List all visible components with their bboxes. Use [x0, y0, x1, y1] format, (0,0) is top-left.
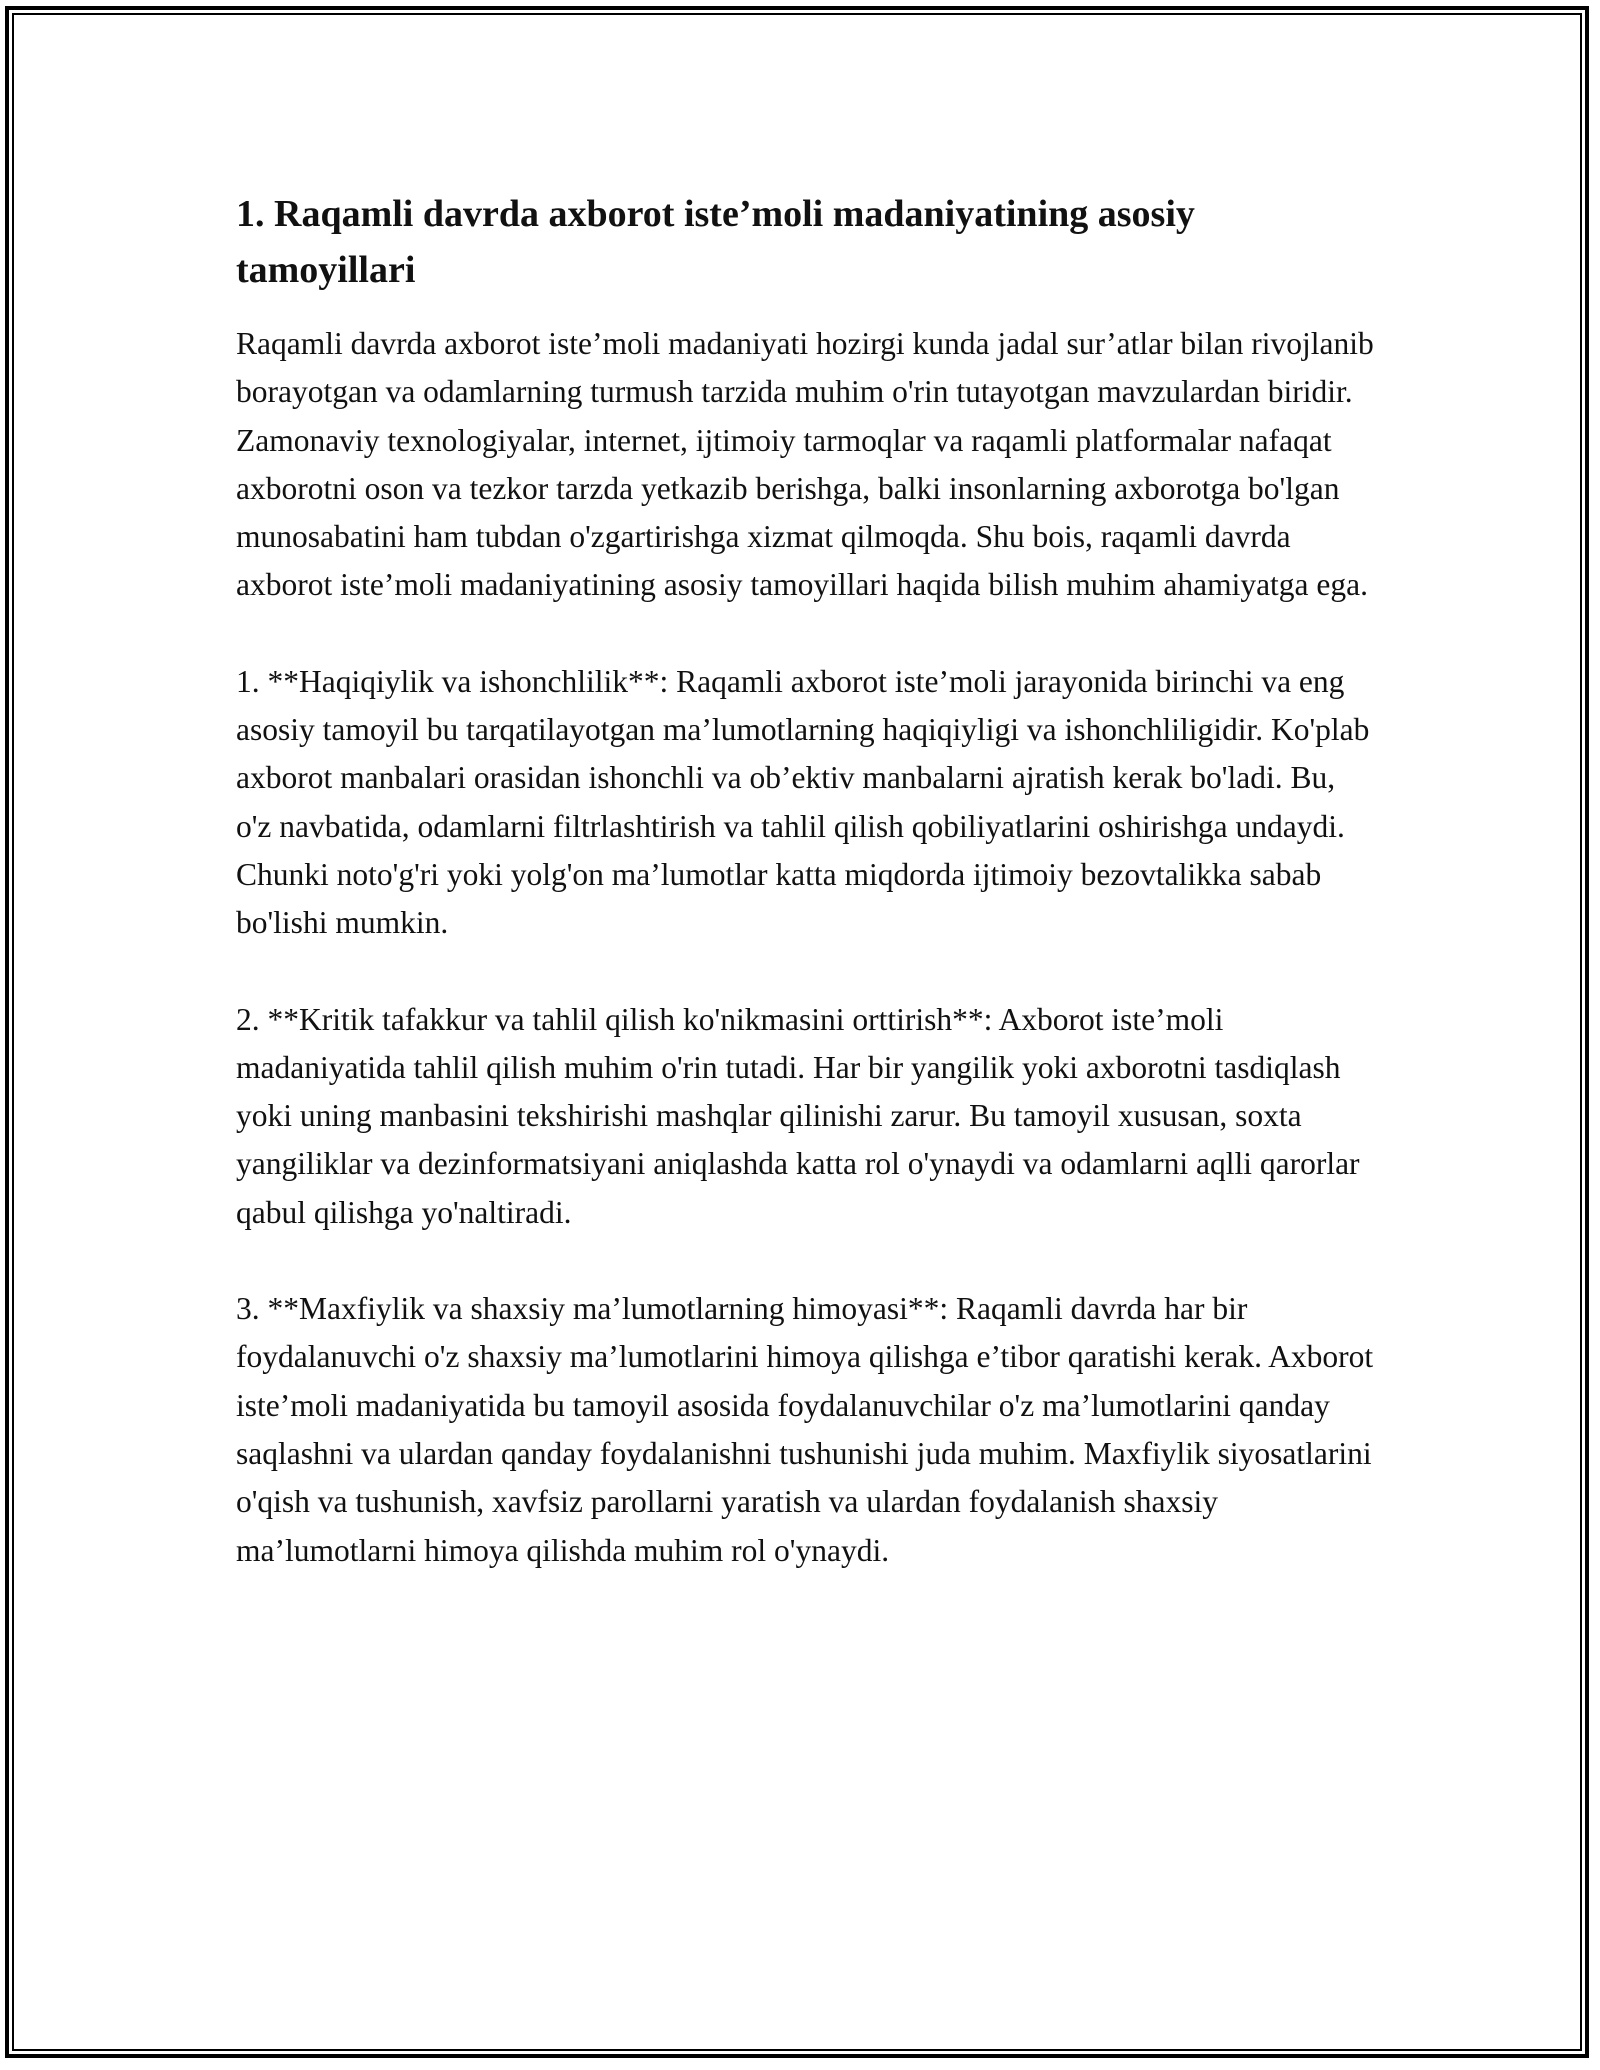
document-body — [236, 186, 1376, 1623]
principle-paragraph-1: 1. **Haqiqiylik va ishonchlilik**: Raqamli axborot iste’moli jarayonida birinchi va eng asosiy tamoyil bu tarqatilayotgan ma’lumotlarning haqiqiyligi va ishonchliligidir. Ko'plab axborot manbalari orasidan ishonchli va ob’ektiv manbalarni ajratish kerak bo'ladi. Bu, o'z navbatida, odamlarni filtrlashtirish va tahlil qilish qobiliyatlarini oshirishga undaydi. Chunki noto'g'ri yoki yolg'on ma’lumotlar katta miqdorda ijtimoiy bezovtalikka sabab bo'lishi mumkin. — [236, 663, 1370, 941]
section-heading: 1. Raqamli davrda axborot iste’moli madaniyatining asosiy tamoyillari — [236, 193, 1195, 291]
principle-paragraph-3: 3. **Maxfiylik va shaxsiy ma’lumotlarning himoyasi**: Raqamli davrda har bir foydalanuvchi o'z shaxsiy ma’lumotlarini himoya qilishga e’tibor qaratishi kerak. Axborot iste’moli madaniyatida bu tamoyil asosida foydalanuvchilar o'z ma’lumotlarini qanday saqlashni va ulardan qanday foydalanishni tushunishi juda muhim. Maxfiylik siyosatlarini o'qish va tushunish, xavfsiz parollarni yaratish va ulardan foydalanish shaxsiy ma’lumotlarni himoya qilishda muhim rol o'ynaydi. — [236, 1291, 1374, 1568]
intro-paragraph: Raqamli davrda axborot iste’moli madaniyati hozirgi kunda jadal sur’atlar bilan rivojlanib borayotgan va odamlarning turmush tarzida muhim o'rin tutayotgan mavzulardan biridir. Zamonaviy texnologiyalar, internet, ijtimoiy tarmoqlar va raqamli platformalar nafaqat axborotni oson va tezkor tarzda yetkazib berishga, balki insonlarning axborotga bo'lgan munosabatini ham tubdan o'zgartirishga xizmat qilmoqda. Shu bois, raqamli davrda axborot iste’moli madaniyatining asosiy tamoyillari haqida bilish muhim ahamiyatga ega. — [236, 326, 1374, 603]
principle-paragraph-2: 2. **Kritik tafakkur va tahlil qilish ko'nikmasini orttirish**: Axborot iste’moli madaniyatida tahlil qilish muhim o'rin tutadi. Har bir yangilik yoki axborotni tasdiqlash yoki uning manbasini tekshirishi mashqlar qilinishi zarur. Bu tamoyil xususan, soxta yangiliklar va dezinformatsiyani aniqlashda katta rol o'ynaydi va odamlarni aqlli qarorlar qabul qilishga yo'naltiradi. — [236, 1001, 1360, 1230]
